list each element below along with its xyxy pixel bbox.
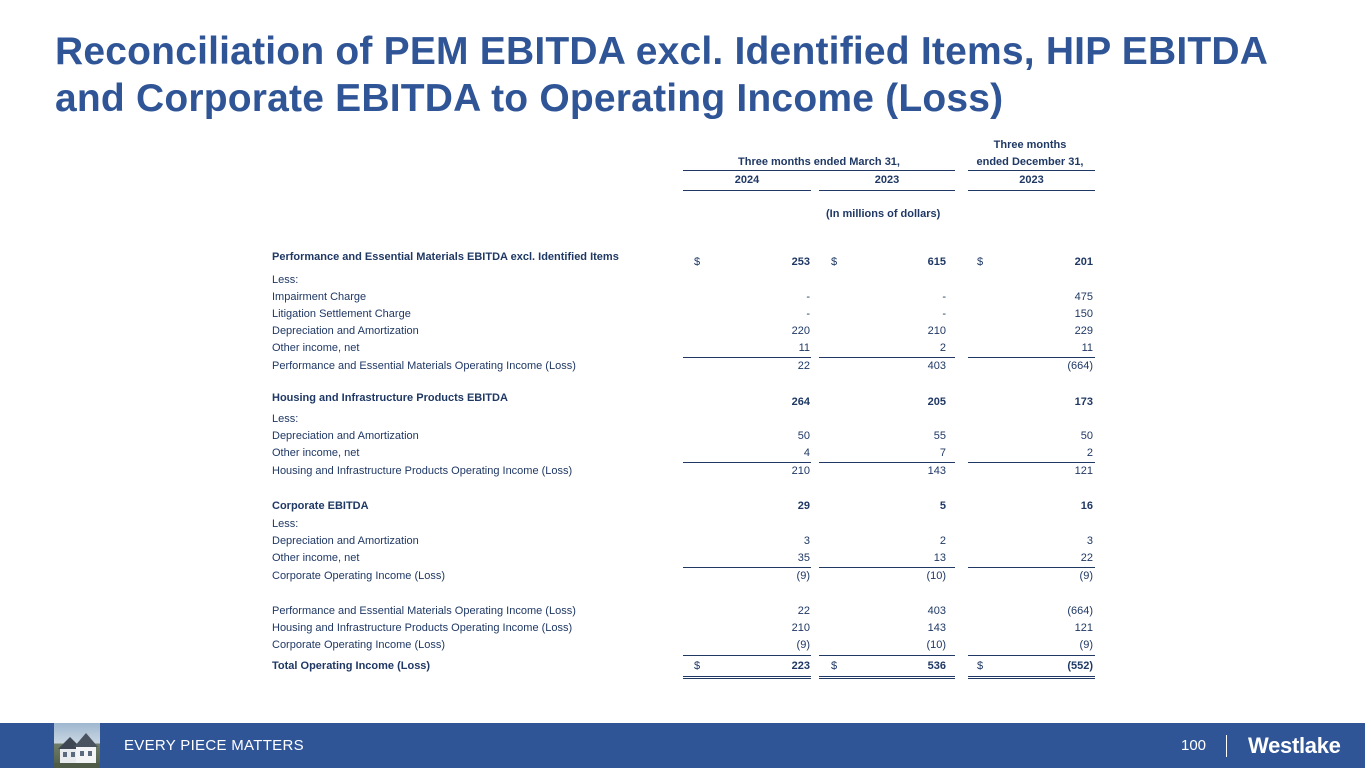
header-group-december-line1: Three months [993, 139, 1067, 151]
cell-2023-march: 7 [939, 447, 946, 459]
table-row [0, 500, 1365, 516]
row-label: Housing and Infrastructure Products Operating Income (Loss) [272, 622, 573, 634]
table-row [0, 465, 1365, 481]
table-row [0, 291, 1365, 307]
cell-2023-december: 150 [1074, 308, 1093, 320]
cell-2023-march: - [942, 291, 946, 303]
cell-2024: 11 [798, 342, 810, 354]
cell-2023-december: (9) [1079, 639, 1093, 651]
cell-2023-march: 55 [933, 430, 946, 442]
table-row [0, 274, 1365, 290]
table-row [0, 660, 1365, 676]
row-label: Performance and Essential Materials EBITDA excl. Identified Items [272, 251, 619, 263]
table-row [0, 413, 1365, 429]
cell-2023-march: 13 [933, 552, 946, 564]
table-row [0, 256, 1365, 272]
table-row [0, 325, 1365, 341]
total-rule [968, 655, 1095, 656]
header-group-december-line2: ended December 31, [976, 156, 1084, 168]
cell-2023-december: 173 [1074, 396, 1093, 408]
footer-bar [0, 723, 1365, 768]
subtotal-rule [968, 567, 1095, 568]
cell-2024: 50 [797, 430, 810, 442]
subtotal-rule [683, 462, 811, 463]
cell-2024: 22 [797, 605, 810, 617]
cell-2024: 210 [791, 622, 810, 634]
table-row [0, 518, 1365, 534]
cell-2023-december: 16 [1080, 500, 1093, 512]
cell-2024: 264 [791, 396, 810, 408]
page-title: Reconciliation of PEM EBITDA excl. Identified Items, HIP EBITDA and Corporate EBITDA to Operating Income (Loss) [55, 30, 1267, 120]
header-rule-march [683, 170, 955, 171]
row-label: Less: [272, 274, 299, 286]
cell-2024: 223 [791, 660, 810, 672]
table-row [0, 308, 1365, 324]
cell-2023-december: 121 [1074, 465, 1093, 477]
row-label: Less: [272, 518, 299, 530]
cell-2024: 35 [797, 552, 810, 564]
house-photo-icon [54, 723, 100, 768]
cell-2023-march: 403 [927, 360, 946, 372]
page-number: 100 [1181, 737, 1207, 754]
row-label: Housing and Infrastructure Products EBITDA [272, 392, 508, 404]
table-row [0, 570, 1365, 586]
row-label: Corporate Operating Income (Loss) [272, 570, 446, 582]
subtotal-rule [683, 567, 811, 568]
cell-2024: 22 [797, 360, 810, 372]
row-label: Performance and Essential Materials Operating Income (Loss) [272, 605, 576, 617]
row-label: Other income, net [272, 447, 360, 459]
cell-2023-march: (10) [926, 639, 946, 651]
cell-2024: 29 [797, 500, 810, 512]
header-col-2024: 2024 [734, 174, 760, 186]
dollar-sign: $ [831, 256, 838, 268]
dollar-sign: $ [977, 660, 984, 672]
total-double-rule [819, 676, 955, 679]
total-rule [683, 655, 811, 656]
cell-2024: (9) [796, 639, 810, 651]
cell-2024: 4 [803, 447, 810, 459]
table-row [0, 447, 1365, 463]
table-row [0, 342, 1365, 358]
table-row [0, 622, 1365, 638]
total-double-rule [683, 676, 811, 679]
total-rule [819, 655, 955, 656]
table-row [0, 430, 1365, 446]
cell-2023-december: 2 [1086, 447, 1093, 459]
cell-2024: - [806, 308, 810, 320]
subtotal-rule [683, 357, 811, 358]
table-row [0, 552, 1365, 568]
cell-2024: 210 [791, 465, 810, 477]
cell-2023-december: 121 [1074, 622, 1093, 634]
header-col-2023-march: 2023 [874, 174, 900, 186]
total-double-rule [968, 676, 1095, 679]
table-row [0, 605, 1365, 621]
cell-2023-march: 615 [927, 256, 946, 268]
table-row [0, 396, 1365, 412]
year-rule-3 [968, 190, 1095, 191]
cell-2023-december: 50 [1080, 430, 1093, 442]
cell-2024: 253 [791, 256, 810, 268]
dollar-sign: $ [977, 256, 984, 268]
year-rule-1 [683, 190, 811, 191]
row-label: Impairment Charge [272, 291, 367, 303]
row-label: Depreciation and Amortization [272, 430, 419, 442]
table-row [0, 639, 1365, 655]
table-row [0, 535, 1365, 551]
footer-divider [1226, 735, 1227, 757]
cell-2023-march: 210 [927, 325, 946, 337]
dollar-sign: $ [831, 660, 838, 672]
cell-2023-december: 3 [1086, 535, 1093, 547]
footer-tagline: EVERY PIECE MATTERS [124, 737, 304, 754]
cell-2023-december: 11 [1081, 342, 1093, 354]
row-label: Depreciation and Amortization [272, 325, 419, 337]
subtotal-rule [968, 462, 1095, 463]
row-label: Less: [272, 413, 299, 425]
header-rule-december [968, 170, 1095, 171]
cell-2023-december: (664) [1067, 360, 1093, 372]
row-label: Other income, net [272, 342, 360, 354]
row-label: Performance and Essential Materials Operating Income (Loss) [272, 360, 576, 372]
dollar-sign: $ [694, 660, 701, 672]
row-label: Corporate EBITDA [272, 500, 369, 512]
cell-2024: - [806, 291, 810, 303]
cell-2023-december: (664) [1067, 605, 1093, 617]
cell-2023-march: 403 [927, 605, 946, 617]
cell-2023-march: (10) [926, 570, 946, 582]
cell-2024: (9) [796, 570, 810, 582]
cell-2024: 3 [803, 535, 810, 547]
cell-2023-march: 5 [939, 500, 946, 512]
row-label: Housing and Infrastructure Products Operating Income (Loss) [272, 465, 573, 477]
row-label: Litigation Settlement Charge [272, 308, 411, 320]
cell-2024: 220 [791, 325, 810, 337]
cell-2023-december: 229 [1074, 325, 1093, 337]
cell-2023-december: (9) [1079, 570, 1093, 582]
header-group-march: Three months ended March 31, [738, 156, 900, 168]
cell-2023-march: 143 [927, 622, 946, 634]
cell-2023-december: 201 [1074, 256, 1093, 268]
units-label: (In millions of dollars) [826, 208, 941, 220]
year-rule-2 [819, 190, 955, 191]
row-label: Other income, net [272, 552, 360, 564]
cell-2023-december: 22 [1080, 552, 1093, 564]
row-label: Depreciation and Amortization [272, 535, 419, 547]
subtotal-rule [819, 357, 955, 358]
row-label: Corporate Operating Income (Loss) [272, 639, 446, 651]
dollar-sign: $ [694, 256, 701, 268]
subtotal-rule [819, 462, 955, 463]
cell-2023-december: 475 [1074, 291, 1093, 303]
cell-2023-march: 2 [939, 342, 946, 354]
westlake-logo: Westlake [1248, 733, 1341, 758]
subtotal-rule [968, 357, 1095, 358]
table-row [0, 360, 1365, 376]
cell-2023-march: 2 [939, 535, 946, 547]
cell-2023-march: 205 [927, 396, 946, 408]
row-label: Total Operating Income (Loss) [272, 660, 431, 672]
subtotal-rule [819, 567, 955, 568]
header-col-2023-december: 2023 [1019, 174, 1044, 186]
cell-2023-march: - [942, 308, 946, 320]
cell-2023-march: 143 [927, 465, 946, 477]
cell-2023-december: (552) [1067, 660, 1093, 672]
cell-2023-march: 536 [927, 660, 946, 672]
